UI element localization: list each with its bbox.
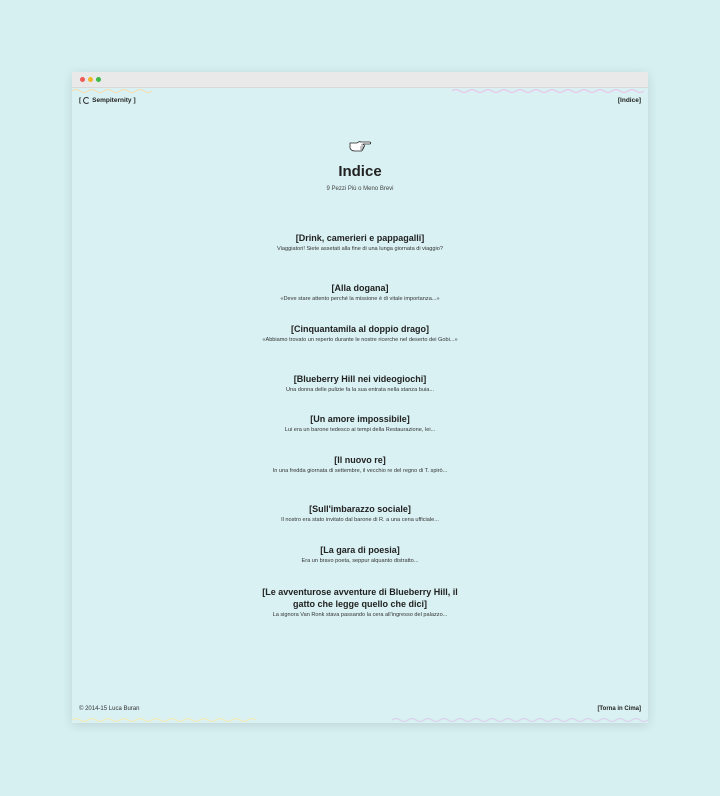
story-item (260, 323, 460, 345)
story-excerpt: «Abbiamo trovato un reperto durante le nostre ricerche nel deserto dei Gobi...» (262, 337, 458, 343)
story-title-link[interactable]: [Alla dogana] (331, 283, 389, 293)
pointing-hand-icon (348, 137, 372, 153)
brand-name: Sempiternity (92, 97, 132, 104)
story-excerpt: «Deve stare attento perché la missione è di vitale importanza...» (280, 296, 440, 302)
story-item (260, 544, 460, 566)
story-title-link[interactable]: [La gara di poesia] (320, 545, 400, 555)
story-item (260, 413, 460, 435)
story-excerpt: La signora Van Ronk stava passando la cera all'ingresso del palazzo... (272, 612, 448, 618)
brand-link[interactable] (79, 97, 136, 104)
story-title-link[interactable]: [Sull'imbarazzo sociale] (309, 504, 411, 514)
story-excerpt: Lui era un barone tedesco ai tempi della Restaurazione, lei... (284, 427, 436, 433)
story-item (260, 373, 460, 395)
close-window-button[interactable] (80, 77, 85, 82)
story-item (260, 454, 460, 476)
story-title-link[interactable]: [Il nuovo re] (334, 455, 386, 465)
story-item (260, 586, 460, 620)
page-subtitle: 9 Pezzi Più o Meno Brevi (326, 186, 394, 192)
story-title-link[interactable]: [Le avventurose avventure di Blueberry Hill, il gatto che legge quello che dici] (262, 587, 458, 609)
nav-index-link[interactable]: [Indice] (617, 97, 641, 104)
story-excerpt: Una donna delle pulizie fa la sua entrata nella stanza buia... (285, 387, 435, 393)
story-title-link[interactable]: [Cinquantamila al doppio drago] (291, 324, 429, 334)
story-title-link[interactable]: [Drink, camerieri e pappagalli] (295, 233, 425, 243)
browser-window (72, 72, 648, 723)
story-item (260, 503, 460, 525)
story-item (260, 232, 460, 254)
brand-close-bracket: ] (133, 97, 136, 104)
story-excerpt: Era un bravo poeta, seppur alquanto distratto... (301, 558, 419, 564)
back-to-top-link[interactable]: [Torna in Cima] (597, 706, 641, 712)
story-title-link[interactable]: [Blueberry Hill nei videogiochi] (293, 374, 427, 384)
rainbow-wave-top (72, 88, 648, 94)
rainbow-wave-bottom (72, 717, 648, 723)
story-excerpt: Il nostro era stato invitato dal barone di R. a una cena ufficiale... (281, 517, 439, 523)
copyright-text: © 2014-15 Luca Buran (79, 706, 140, 712)
maximize-window-button[interactable] (96, 77, 101, 82)
brand-open-bracket: [ (79, 97, 82, 104)
window-titlebar (72, 72, 648, 88)
story-excerpt: In una fredda giornata di settembre, il vecchio re del regno di T. spirò... (272, 468, 448, 474)
spinner-logo-icon (83, 97, 90, 104)
minimize-window-button[interactable] (88, 77, 93, 82)
story-excerpt: Viaggiatori! Siete assetati alla fine di una lunga giornata di viaggio? (277, 246, 443, 252)
story-item (260, 282, 460, 304)
story-title-link[interactable]: [Un amore impossibile] (310, 414, 410, 424)
page-title: Indice (338, 163, 382, 180)
